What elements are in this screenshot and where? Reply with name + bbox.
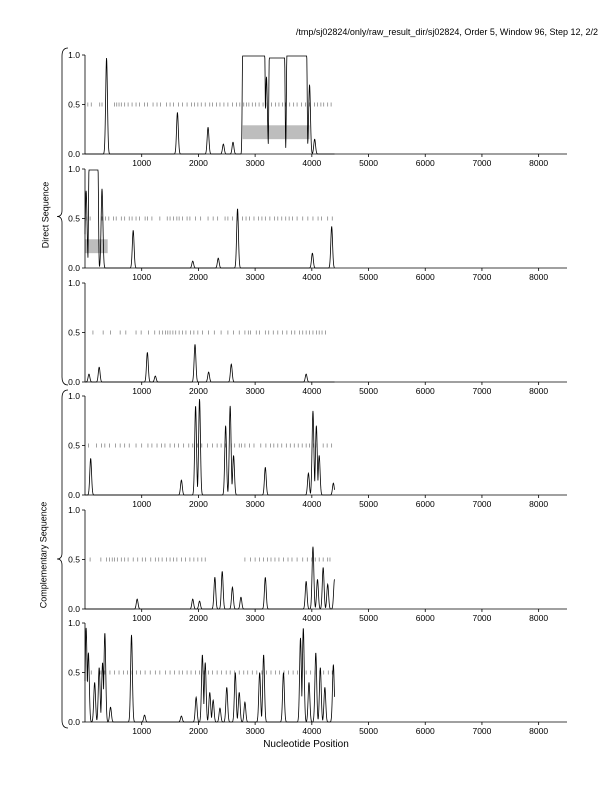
y-tick-label: 0.5 [68,99,80,110]
x-tick-label: 1000 [132,386,152,396]
x-tick-label: 5000 [359,726,378,736]
x-tick-label: 6000 [415,726,435,736]
y-tick-label: 0.5 [68,440,80,451]
x-tick-label: 8000 [529,272,549,282]
y-tick-label: 1.0 [68,505,80,515]
x-tick-label: 8000 [529,386,549,396]
signal-line [85,344,335,382]
y-tick-label: 0.0 [68,717,80,727]
x-tick-label: 8000 [529,613,549,623]
signal-line [85,547,335,609]
y-tick-label: 0.0 [68,263,80,273]
panel-2 [68,164,567,282]
signal-line [85,628,335,722]
x-tick-label: 1000 [132,272,152,282]
x-tick-label: 3000 [245,386,265,396]
x-tick-label: 7000 [472,613,492,623]
y-tick-label: 0.0 [68,377,80,387]
x-tick-label: 3000 [245,272,265,282]
panel-3 [68,278,567,396]
x-tick-label: 5000 [359,158,378,168]
y-tick-label: 0.5 [68,554,80,565]
highlight-region [243,125,310,139]
direct-sequence-label: Direct Sequence [40,181,51,249]
x-tick-label: 2000 [188,613,208,623]
complementary-group-brace [57,390,68,728]
x-tick-label: 4000 [302,499,322,509]
complementary-sequence-label: Complementary Sequence [38,501,49,609]
x-tick-label: 6000 [415,386,435,396]
x-tick-label: 1000 [132,158,152,168]
x-tick-label: 7000 [472,386,492,396]
x-tick-label: 4000 [302,726,322,736]
x-tick-label: 1000 [132,613,152,623]
x-tick-label: 2000 [188,272,208,282]
y-tick-label: 1.0 [68,50,80,60]
signal-line [85,399,335,495]
y-tick-label: 1.0 [68,618,80,628]
x-tick-label: 5000 [359,499,378,509]
x-tick-label: 4000 [302,158,322,168]
y-tick-label: 0.0 [68,604,80,614]
x-tick-label: 5000 [359,613,378,623]
x-tick-label: 3000 [245,158,265,168]
page-title: /tmp/sj02824/only/raw_result_dir/sj02824, Order 5, Window 96, Step 12, 2/2 [295,27,598,37]
x-tick-label: 1000 [132,499,152,509]
y-tick-label: 0.0 [68,490,80,500]
x-tick-label: 5000 [359,386,378,396]
x-tick-label: 7000 [472,158,492,168]
x-tick-label: 4000 [302,272,322,282]
direct-group-brace [57,48,68,385]
panel-1 [68,50,567,168]
y-tick-label: 1.0 [68,164,80,174]
x-tick-label: 3000 [245,499,265,509]
x-tick-label: 4000 [302,386,322,396]
x-tick-label: 6000 [415,499,435,509]
x-tick-label: 2000 [188,499,208,509]
x-tick-label: 7000 [472,499,492,509]
panel-6 [68,618,567,736]
x-tick-label: 7000 [472,726,492,736]
x-tick-label: 1000 [132,726,152,736]
x-axis-label: Nucleotide Position [263,739,349,750]
y-tick-label: 1.0 [68,391,80,401]
panel-5 [68,505,567,623]
panel-4 [68,391,567,509]
x-tick-label: 8000 [529,499,549,509]
x-tick-label: 6000 [415,272,435,282]
y-tick-label: 0.5 [68,667,80,678]
x-tick-label: 6000 [415,613,435,623]
y-tick-label: 0.5 [68,213,80,224]
x-tick-label: 4000 [302,613,322,623]
x-tick-label: 2000 [188,386,208,396]
x-tick-label: 2000 [188,726,208,736]
x-tick-label: 3000 [245,726,265,736]
x-tick-label: 5000 [359,272,378,282]
y-tick-label: 0.5 [68,327,80,338]
x-tick-label: 2000 [188,158,208,168]
x-tick-label: 8000 [529,726,549,736]
x-tick-label: 3000 [245,613,265,623]
x-tick-label: 7000 [472,272,492,282]
x-tick-label: 6000 [415,158,435,168]
y-tick-label: 1.0 [68,278,80,288]
y-tick-label: 0.0 [68,149,80,159]
x-tick-label: 8000 [529,158,549,168]
